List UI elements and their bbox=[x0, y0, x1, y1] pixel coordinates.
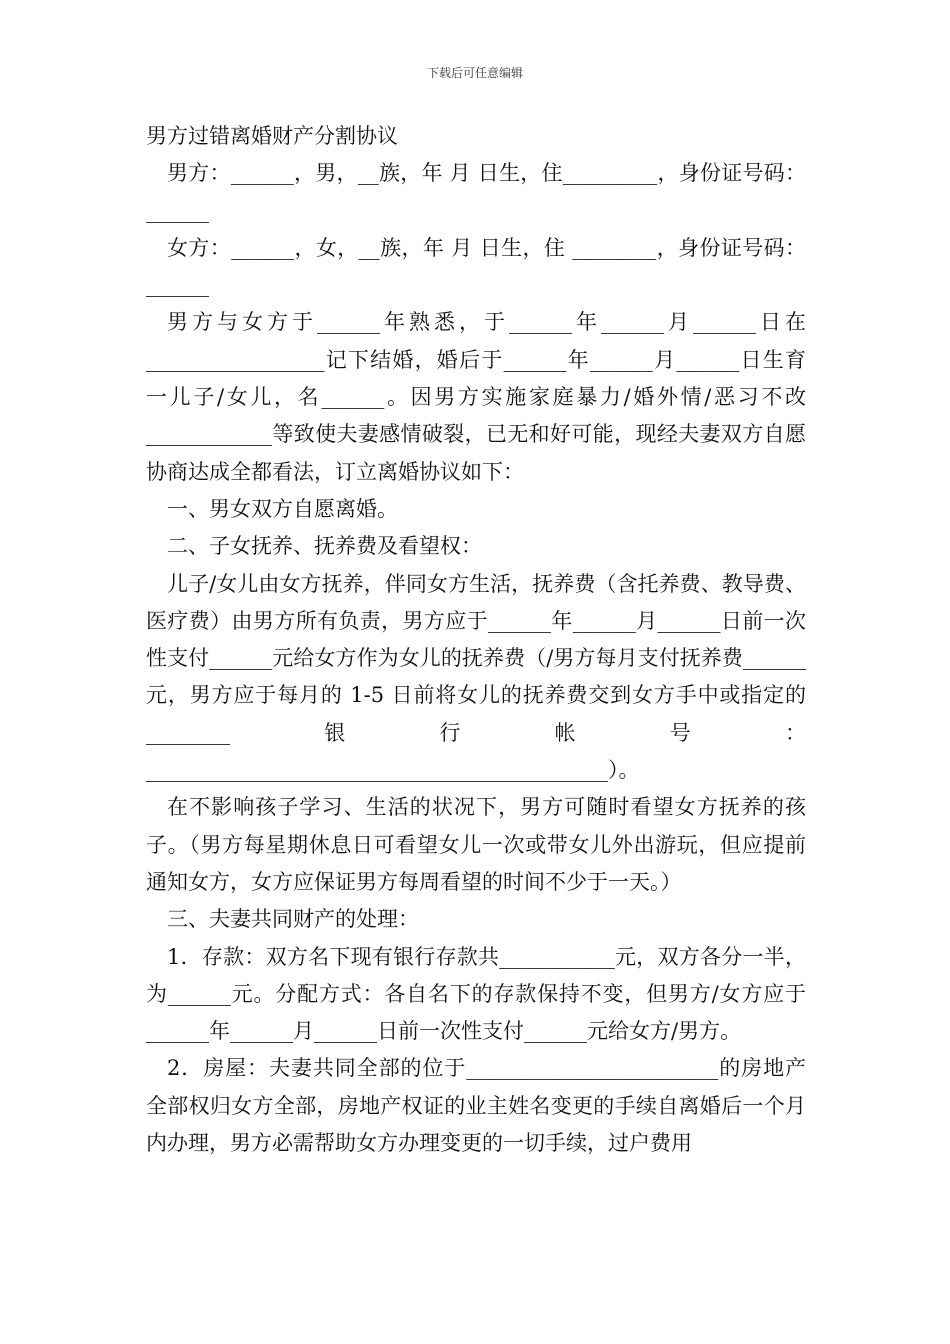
clause-1-divorce: 一、男女双方自愿离婚。 bbox=[167, 496, 398, 521]
clause-3-heading: 三、夫妻共同财产的处理： bbox=[167, 907, 419, 932]
paragraph-house: 2．房屋：夫妻共同全部的位于________________________的房地产全部权归女方全部，房地产权证的业主姓名变更的手续自离婚后一个月内办理，男方必需帮助女方办理变更的一切手续，过户费用 bbox=[146, 1056, 806, 1156]
paragraph-visitation: 在不影响孩子学习、生活的状况下，男方可随时看望女方抚养的孩子。（男方每星期休息日可看望女儿一次或带女儿外出游玩，但应提前通知女方，女方应保证男方每周看望的时间不少于一天。） bbox=[146, 795, 806, 894]
paragraph-deposits: 1．存款：双方名下现有银行存款共___________元，双方各分一半，为______元。分配方式：各自名下的存款保持不变，但男方/女方应于______年______月______日前一次性支付______元给女方/男方。 bbox=[146, 944, 806, 1044]
paragraph-background: 男方与女方于______年熟悉，于______年______月______日在_________________记下结婚，婚后于______年______月______日生育一儿子/女儿，名______。因男方实施家庭暴力/婚外情/恶习不改____________等致使夫妻感情破裂，已无和好可能，现经夫妻双方自愿协商达成全都看法，订立离婚协议如下： bbox=[146, 310, 806, 484]
paragraph-female-party: 女方：______，女，__族，年 月 日生，住 ________，身份证号码：______ bbox=[146, 235, 806, 298]
paragraph-child-support: 儿子/女儿由女方抚养，伴同女方生活，抚养费（含托养费、教导费、医疗费）由男方所有负责，男方应于______年______月______日前一次性支付______元给女方作为女儿的抚养费（/男方每月支付抚养费______元，男方应于每月的 1-5 日前将女儿的抚养费交到女方手中或指定的________银行帐号：____________________________________________）。 bbox=[146, 571, 806, 783]
paragraph-male-party: 男方：______，男，__族，年 月 日生，住_________，身份证号码：______ bbox=[146, 161, 806, 223]
header-note: 下载后可任意编辑 bbox=[426, 66, 523, 80]
document-body bbox=[146, 118, 806, 1162]
clause-2-heading: 二、子女抚养、抚养费及看望权： bbox=[167, 534, 482, 559]
document-title: 男方过错离婚财产分割协议 bbox=[146, 124, 398, 148]
